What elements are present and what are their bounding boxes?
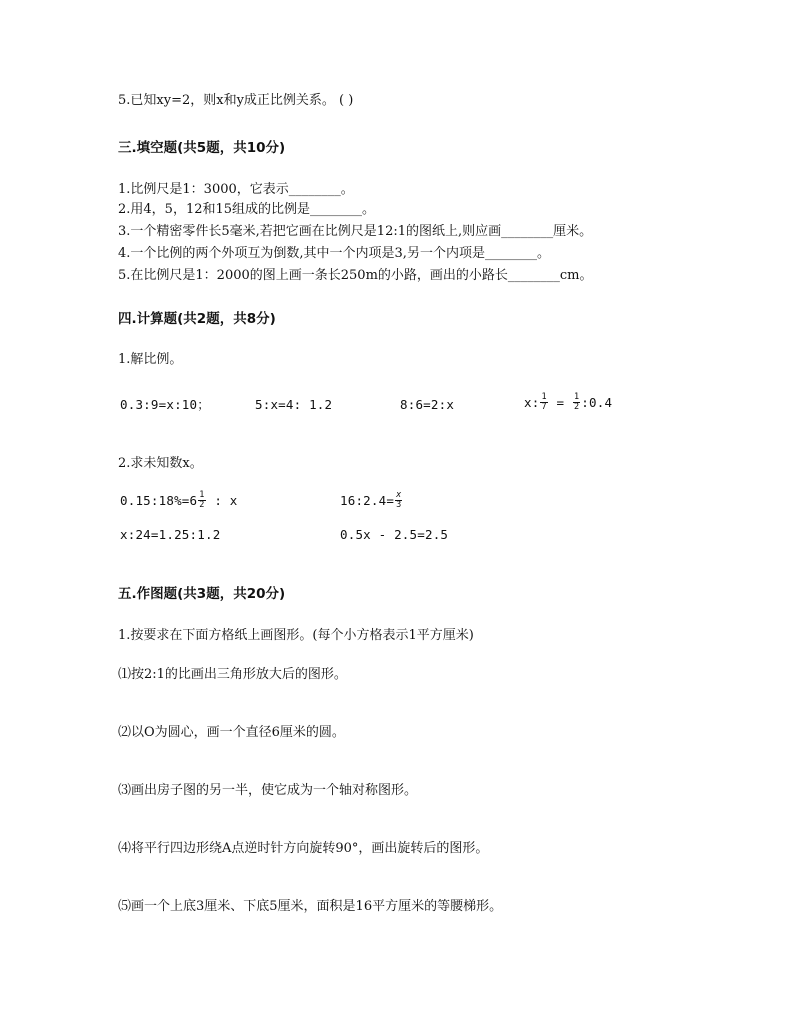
section-4-title: 四.计算题(共2题，共8分) bbox=[118, 311, 276, 327]
proportion-equation-2: 5:x=4: 1.2 bbox=[255, 397, 333, 412]
proportion-equation-1: 0.3:9=x:10； bbox=[120, 397, 210, 412]
fraction-denominator: 7 bbox=[541, 401, 547, 412]
section-5-title: 五.作图题(共3题，共20分) bbox=[118, 586, 286, 602]
drawing-sub-2: ⑵以O为圆心，画一个直径6厘米的圆。 bbox=[118, 725, 345, 740]
fraction-one-half bbox=[573, 393, 580, 412]
proportion-equation-3: 8:6=2:x bbox=[400, 397, 455, 412]
equation-prefix: 16:2.4= bbox=[340, 492, 395, 508]
equation-4-prefix: x: bbox=[524, 394, 540, 410]
fill-blank-item-3: 3.一个精密零件长5毫米,若把它画在比例尺是12:1的图纸上,则应画________厘米。 bbox=[118, 224, 593, 239]
question-5-true-false: 5.已知xy=2，则x和y成正比例关系。 ( ) bbox=[118, 93, 354, 108]
equation-4-suffix: :0.4 bbox=[581, 394, 613, 410]
fraction-denominator: 3 bbox=[396, 499, 402, 510]
drawing-question-title: 1.按要求在下面方格纸上画图形。(每个小方格表示1平方厘米) bbox=[118, 628, 474, 643]
find-unknown-title: 2.求未知数x。 bbox=[118, 456, 203, 471]
unknown-equation-2 bbox=[340, 492, 403, 511]
equation-prefix: 0.15:18%=6 bbox=[120, 492, 198, 508]
drawing-sub-1: ⑴按2:1的比画出三角形放大后的图形。 bbox=[118, 667, 347, 682]
fraction-numerator: x bbox=[396, 490, 402, 500]
equals-sign: = bbox=[548, 394, 572, 410]
drawing-sub-3: ⑶画出房子图的另一半，使它成为一个轴对称图形。 bbox=[118, 783, 418, 798]
fill-blank-item-2: 2.用4，5，12和15组成的比例是________。 bbox=[118, 202, 376, 217]
fraction-denominator: 2 bbox=[199, 499, 205, 510]
unknown-equation-1 bbox=[120, 492, 238, 511]
fraction-x-over-three bbox=[395, 491, 402, 510]
proportion-equation-4 bbox=[524, 394, 612, 413]
drawing-sub-5: ⑸画一个上底3厘米、下底5厘米，面积是16平方厘米的等腰梯形。 bbox=[118, 899, 503, 914]
equation-suffix: : x bbox=[206, 492, 238, 508]
drawing-sub-4: ⑷将平行四边形绕A点逆时针方向旋转90°，画出旋转后的图形。 bbox=[118, 841, 489, 856]
fraction-denominator: 2 bbox=[573, 401, 580, 412]
fill-blank-item-4: 4.一个比例的两个外项互为倒数,其中一个内项是3,另一个内项是________。 bbox=[118, 246, 550, 261]
fill-blank-item-5: 5.在比例尺是1：2000的图上画一条长250m的小路，画出的小路长________cm。 bbox=[118, 268, 593, 283]
fraction-one-seventh bbox=[540, 393, 547, 412]
fraction-numerator: 1 bbox=[541, 392, 547, 402]
unknown-equation-4: 0.5x - 2.5=2.5 bbox=[340, 527, 449, 542]
fraction-one-half bbox=[198, 491, 205, 510]
fill-blank-item-1: 1.比例尺是1：3000，它表示________。 bbox=[118, 182, 354, 197]
solve-proportion-title: 1.解比例。 bbox=[118, 352, 183, 367]
unknown-equation-3: x:24=1.25:1.2 bbox=[120, 527, 221, 542]
fraction-numerator: 1 bbox=[573, 392, 580, 402]
section-3-title: 三.填空题(共5题，共10分) bbox=[118, 140, 286, 156]
fraction-numerator: 1 bbox=[199, 490, 205, 500]
